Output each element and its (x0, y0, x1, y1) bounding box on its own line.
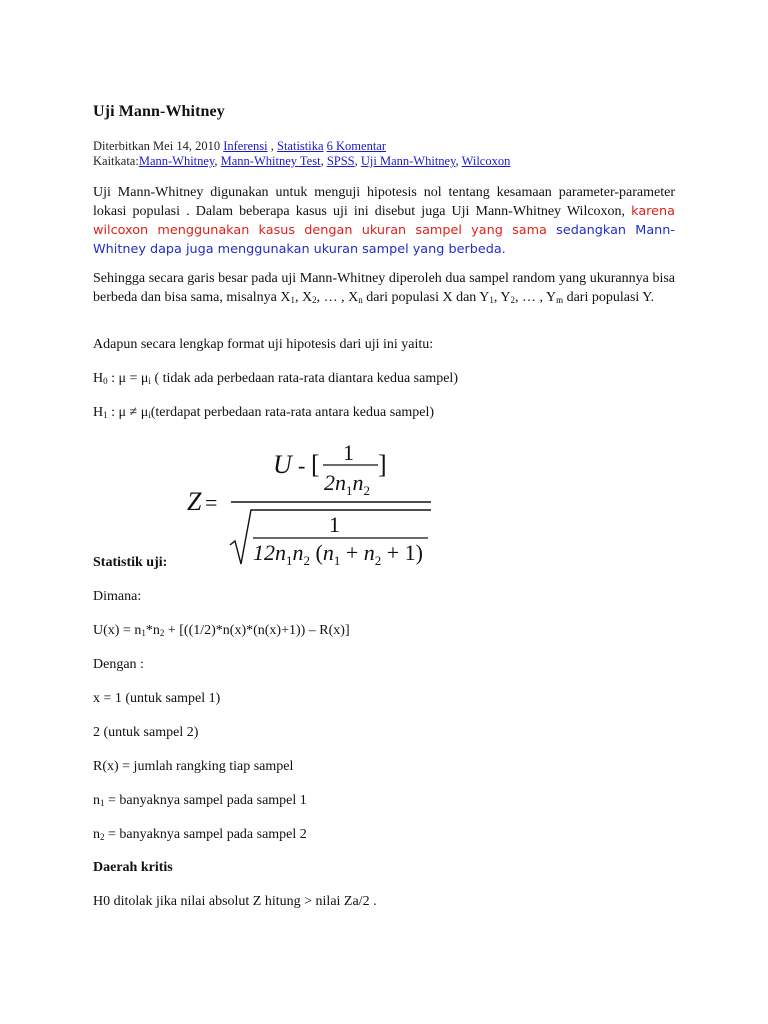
post-tags: Kaitkata:Mann-Whitney, Mann-Whitney Test, SPSS, Uji Mann-Whitney, Wilcoxon (93, 154, 511, 168)
highlight-blue: sedangkan Mann-Whitney dapa juga menggunakan ukuran sampel yang berbeda. (93, 223, 676, 257)
formula-minus: - (298, 453, 306, 478)
dimana-label: Dimana: (93, 589, 142, 604)
tag-link[interactable]: Mann-Whitney Test (220, 154, 321, 168)
statistik-uji-heading: Statistik uji: (93, 555, 168, 570)
hypothesis-h1: $H_1$ : $\mu \ne \mu_i(terdapat$ perbedaan rata-rata antara kedua sampel) (93, 405, 435, 420)
tag-link[interactable]: SPSS (326, 154, 355, 168)
published-date: Diterbitkan Mei 14, 2010 (93, 139, 221, 153)
ux-formula: $U(x) = n_1*n_2 + [((1/2)*n(x)*(n(x)+1)) - R(x)]$ (93, 623, 350, 638)
paragraph-format: Adapun secara lengkap format uji hipotesis dari uji ini yaitu: (93, 337, 434, 352)
x-def-2: 2 (untuk sampel 2) (93, 725, 199, 740)
n1-def: $n_1$ = banyaknya sampel pada sampel 1 (93, 793, 307, 808)
formula-inner-den: $2n_1n_2$ (324, 470, 370, 498)
formula-z: Z (187, 487, 202, 516)
n2-def: $n_2$ = banyaknya sampel pada sampel 2 (93, 827, 307, 842)
paragraph-intro: Uji Mann-Whitney digunakan untuk menguji hipotesis nol tentang kesamaan parameter-parameter lokasi populasi . Dalam beberapa kasus uji ini disebut juga Uji Mann-Whitney Wilcoxon, karena wilcoxon menggunakan kasus dengan ukuran sampel yang sama sedangkan Mann-Whitney dapa juga menggunakan ukuran sampel yang berbeda. (93, 185, 676, 257)
category-link-statistika[interactable]: Statistika (277, 139, 324, 153)
comments-link[interactable]: 6 Komentar (326, 139, 387, 153)
formula-den-one: 1 (329, 512, 340, 537)
formula-eq: = (205, 490, 218, 515)
x-def-1: x = 1 (untuk sampel 1) (93, 691, 221, 706)
rx-def: R(x) = jumlah rangking tiap sampel (93, 759, 294, 774)
post-meta: Diterbitkan Mei 14, 2010 Inferensi , Statistika 6 Komentar (93, 139, 387, 153)
rejection-rule: H0 ditolak jika nilai absolut Z hitung > nilai Za/2 . (93, 894, 377, 909)
tag-link[interactable]: Uji Mann-Whitney (360, 154, 456, 168)
paragraph-samples: Sehingga secara garis besar pada uji Mann-Whitney diperoleh dua sampel random yang ukurannya bisa berbeda dan bisa sama, misalnya $X_1$, $X_2$, … , $X_n$ dari populasi X dan $Y_1$, $Y_2$, … , $Y_m$ dari populasi Y. (93, 271, 675, 305)
page-title: Uji Mann-Whitney (93, 103, 225, 120)
formula-den-bottom: $12n_1n_2$ $(n_1 + n_2 + 1)$ (253, 540, 423, 568)
hypothesis-h0: $H_0$ : $\mu = \mu_i$ ( tidak ada perbedaan rata-rata diantara kedua sampel) (93, 371, 458, 386)
formula-num-one: 1 (343, 440, 354, 465)
tags-label: Kaitkata: (93, 154, 139, 168)
formula-u: U (273, 450, 292, 479)
formula-bracket-open: [ (311, 450, 320, 479)
z-formula (93, 440, 675, 580)
tag-link[interactable]: Mann-Whitney (138, 154, 215, 168)
dengan-label: Dengan : (93, 657, 144, 672)
formula-bracket-close: ] (378, 450, 387, 479)
highlight-red: karena wilcoxon menggunakan kasus dengan ukuran sampel yang sama (93, 204, 675, 238)
category-link-inferensi[interactable]: Inferensi (223, 139, 268, 153)
tag-link[interactable]: Wilcoxon (461, 154, 511, 168)
daerah-kritis-heading: Daerah kritis (93, 860, 173, 875)
